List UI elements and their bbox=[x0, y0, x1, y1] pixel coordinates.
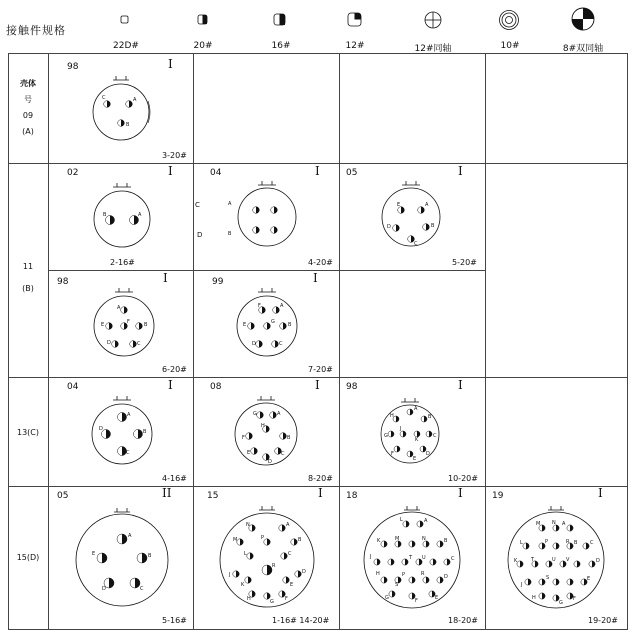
pin-label: G bbox=[270, 599, 274, 605]
pin-label: F bbox=[242, 435, 245, 441]
pin-label: S bbox=[546, 575, 550, 581]
pin-label: A bbox=[128, 533, 132, 539]
row-label-line: 壳体 bbox=[20, 79, 36, 88]
pin-label: F bbox=[285, 596, 288, 602]
pin-group bbox=[253, 207, 278, 234]
pin-label: H bbox=[376, 571, 380, 577]
pin-label: H bbox=[247, 596, 251, 602]
cell-layout: 5-16# bbox=[162, 616, 187, 625]
pin-label: D bbox=[596, 558, 600, 564]
pin-label: P bbox=[545, 539, 549, 545]
row-label-15 bbox=[10, 550, 46, 566]
pin-label: R bbox=[566, 539, 570, 545]
contact-22d-icon bbox=[113, 8, 137, 32]
pin-group bbox=[233, 525, 301, 599]
pin-label: B bbox=[288, 322, 292, 328]
connector-diagram-B02 bbox=[91, 183, 153, 251]
pin-label: A bbox=[424, 518, 428, 524]
cell-roman: I bbox=[458, 486, 463, 500]
pin-label: M bbox=[536, 521, 541, 527]
row-label-line: 09 bbox=[22, 111, 34, 120]
pin-label: B bbox=[148, 553, 152, 559]
pin-label: L bbox=[400, 517, 403, 523]
pin-label: C bbox=[451, 556, 455, 562]
pin-label: L bbox=[244, 551, 247, 557]
cell-roman: I bbox=[598, 486, 603, 500]
pin-label: F bbox=[127, 319, 130, 325]
pin-label: F bbox=[573, 596, 576, 602]
contact-12-icon bbox=[343, 8, 367, 32]
cell-code: 98 bbox=[57, 277, 69, 287]
cell-roman: I bbox=[163, 271, 168, 285]
cell-roman: I bbox=[318, 486, 323, 500]
pin-label: D bbox=[252, 341, 256, 347]
pin-label: D bbox=[107, 340, 111, 346]
pin-label: A bbox=[127, 412, 131, 418]
pin-label: N bbox=[422, 536, 426, 542]
row-label-11 bbox=[10, 256, 46, 300]
pin-label: K bbox=[415, 437, 419, 443]
pin-label: H bbox=[532, 595, 536, 601]
cell-layout: 1-16# 14-20# bbox=[272, 616, 330, 625]
pin-label: A bbox=[228, 201, 232, 207]
pin-label: C bbox=[137, 341, 141, 347]
pin-label: J bbox=[370, 554, 372, 560]
pin-label: B bbox=[431, 223, 435, 229]
pin-label: P bbox=[261, 535, 265, 541]
pin-label: C bbox=[433, 433, 437, 439]
pin-label: R bbox=[272, 563, 276, 569]
connector-diagram-C08 bbox=[232, 396, 300, 468]
cell-layout: 7-20# bbox=[308, 365, 333, 374]
pin-label: A bbox=[562, 521, 566, 527]
pin-label: E bbox=[587, 576, 591, 582]
side-pin-label: C bbox=[195, 201, 200, 209]
cell-roman: I bbox=[168, 378, 173, 392]
pin-label: T bbox=[409, 555, 413, 561]
row-label-line: (A) bbox=[22, 127, 34, 136]
cell-code: 08 bbox=[210, 382, 222, 392]
pin-label: B bbox=[228, 231, 232, 237]
pin-label: M bbox=[395, 536, 400, 542]
cell-code: 02 bbox=[67, 168, 79, 178]
pin-label: G bbox=[271, 319, 275, 325]
cell-layout: 19-20# bbox=[588, 616, 618, 625]
pin-label: H bbox=[261, 423, 265, 429]
row-label-13 bbox=[10, 425, 46, 441]
contact-12-label: 12# bbox=[345, 41, 365, 51]
pin-label: B bbox=[298, 537, 302, 543]
cell-layout: 4-16# bbox=[162, 474, 187, 483]
pin-group bbox=[388, 409, 432, 457]
pin-label: C bbox=[590, 540, 594, 546]
pin-label: E bbox=[101, 322, 105, 328]
pin-group bbox=[517, 525, 595, 601]
row-label-line: 号 bbox=[24, 95, 32, 104]
pin-label: B bbox=[428, 414, 432, 420]
pin-label: D bbox=[268, 459, 272, 465]
pin-label: B bbox=[287, 435, 291, 441]
pin-label: T bbox=[531, 557, 535, 563]
row-label-line: (B) bbox=[22, 284, 34, 293]
pin-label: B bbox=[103, 212, 107, 218]
pin-label: A bbox=[117, 305, 121, 311]
pin-label: K bbox=[514, 558, 518, 564]
contact-12-coax-icon bbox=[421, 8, 445, 32]
pin-label: B bbox=[444, 538, 448, 544]
pin-label: P bbox=[402, 572, 406, 578]
cell-roman: I bbox=[458, 164, 463, 178]
pin-label: E bbox=[243, 322, 247, 328]
cell-code: 05 bbox=[57, 491, 69, 501]
pin-group bbox=[97, 534, 147, 588]
connector-diagram-B99 bbox=[234, 288, 300, 360]
pin-label: D bbox=[387, 224, 391, 230]
pin-label: C bbox=[288, 551, 292, 557]
header-title: 接触件规格 bbox=[6, 24, 66, 37]
contact-16-icon bbox=[268, 8, 292, 32]
pin-group bbox=[102, 413, 143, 456]
pin-label: J bbox=[521, 582, 523, 588]
connector-diagram-D05 bbox=[74, 506, 170, 608]
cell-roman: I bbox=[315, 164, 320, 178]
connector-diagram-A98 bbox=[91, 76, 151, 144]
pin-label: N bbox=[552, 520, 556, 526]
cell-roman: II bbox=[162, 486, 172, 500]
cell-roman: I bbox=[458, 378, 463, 392]
pin-label: E bbox=[435, 595, 439, 601]
cell-code: 04 bbox=[210, 168, 222, 178]
contact-8-twinax-label: 8#双同轴 bbox=[562, 44, 604, 54]
pin-label: D bbox=[99, 426, 103, 432]
pin-label: C bbox=[126, 450, 130, 456]
pin-label: A bbox=[133, 97, 137, 103]
row-label-line: 11 bbox=[22, 262, 34, 271]
pin-label: G bbox=[559, 600, 563, 606]
contact-20-icon bbox=[191, 8, 215, 32]
pin-label: E bbox=[290, 582, 294, 588]
connector-diagram-D18 bbox=[362, 504, 462, 610]
pin-label: A bbox=[280, 303, 284, 309]
pin-label: E bbox=[92, 551, 96, 557]
pin-label: A bbox=[277, 411, 281, 417]
cell-roman: I bbox=[168, 57, 173, 71]
pin-label: E bbox=[247, 450, 251, 456]
connector-diagram-B98 bbox=[91, 288, 157, 360]
pin-label: A bbox=[286, 522, 290, 528]
pin-label: L bbox=[520, 540, 523, 546]
pin-label: J bbox=[229, 572, 231, 578]
pin-label: D bbox=[426, 451, 430, 457]
connector-diagram-D19 bbox=[506, 504, 606, 610]
contact-20-label: 20# bbox=[193, 41, 213, 51]
cell-layout: 2-16# bbox=[110, 258, 135, 267]
pin-label: E bbox=[413, 456, 417, 462]
contact-22d-label: 22D# bbox=[113, 41, 139, 51]
pin-label: G bbox=[385, 595, 389, 601]
pin-label: B bbox=[144, 322, 148, 328]
connector-diagram-B05 bbox=[378, 181, 444, 251]
cell-roman: I bbox=[168, 164, 173, 178]
pin-label: D bbox=[444, 574, 448, 580]
connector-diagram-D15 bbox=[218, 504, 316, 608]
cell-code: 15 bbox=[207, 491, 219, 501]
cell-roman: I bbox=[313, 271, 318, 285]
pin-label: V bbox=[566, 557, 570, 563]
pin-label: A bbox=[425, 202, 429, 208]
pin-label: K bbox=[377, 538, 381, 544]
pin-label: J bbox=[400, 426, 402, 432]
connector-diagram-C98 bbox=[378, 398, 442, 468]
pin-label: E bbox=[397, 202, 401, 208]
pin-group bbox=[393, 207, 430, 243]
pin-label: H bbox=[390, 413, 394, 419]
cell-layout: 3-20# bbox=[162, 151, 187, 160]
pin-label: U bbox=[552, 557, 556, 563]
contact-12-coax-label: 12#同轴 bbox=[414, 44, 452, 54]
pin-label: B bbox=[126, 122, 130, 128]
cell-code: 98 bbox=[346, 382, 358, 392]
contact-10-label: 10# bbox=[500, 41, 520, 51]
pin-label: D bbox=[302, 569, 306, 575]
cell-layout: 6-20# bbox=[162, 365, 187, 374]
cell-code: 19 bbox=[492, 491, 504, 501]
pin-group bbox=[106, 216, 139, 225]
pin-label: G bbox=[384, 433, 388, 439]
pin-label: B bbox=[143, 429, 147, 435]
connector-diagram-B04 bbox=[228, 181, 300, 251]
cell-code: 98 bbox=[67, 62, 79, 72]
contact-8-twinax-icon bbox=[570, 6, 596, 32]
cell-code: 18 bbox=[346, 491, 358, 501]
cell-layout: 8-20# bbox=[308, 474, 333, 483]
pin-label: C bbox=[281, 451, 285, 457]
cell-code: 04 bbox=[67, 382, 79, 392]
pin-label: C bbox=[140, 586, 144, 592]
pin-label: B bbox=[574, 540, 578, 546]
cell-roman: I bbox=[315, 378, 320, 392]
cell-layout: 18-20# bbox=[448, 616, 478, 625]
row-label-09 bbox=[10, 76, 46, 140]
pin-label: A bbox=[138, 212, 142, 218]
side-pin-label: D bbox=[197, 231, 203, 239]
pin-label: F bbox=[258, 303, 261, 309]
pin-label: K bbox=[241, 582, 245, 588]
row-label-line: 15(D) bbox=[16, 553, 40, 562]
pin-label: U bbox=[422, 555, 426, 561]
cell-layout: 4-20# bbox=[308, 258, 333, 267]
cell-code: 99 bbox=[212, 277, 224, 287]
pin-label: M bbox=[233, 537, 238, 543]
pin-label: F bbox=[415, 598, 418, 604]
pin-label: S bbox=[395, 582, 399, 588]
cell-code: 05 bbox=[346, 168, 358, 178]
pin-label: G bbox=[253, 411, 257, 417]
pin-label: F bbox=[391, 451, 394, 457]
pin-label: C bbox=[279, 341, 283, 347]
connector-diagram-C04 bbox=[89, 396, 155, 468]
cell-layout: 5-20# bbox=[452, 258, 477, 267]
pin-label: C bbox=[102, 95, 106, 101]
contact-16-label: 16# bbox=[271, 41, 291, 51]
row-label-line: 13(C) bbox=[16, 428, 39, 437]
contact-10-icon bbox=[497, 8, 521, 32]
pin-label: A bbox=[414, 406, 418, 412]
pin-label: R bbox=[421, 571, 425, 577]
cell-layout: 10-20# bbox=[448, 474, 478, 483]
pin-label: N bbox=[246, 522, 250, 528]
pin-label: C bbox=[414, 241, 418, 247]
pin-label: D bbox=[102, 586, 106, 592]
